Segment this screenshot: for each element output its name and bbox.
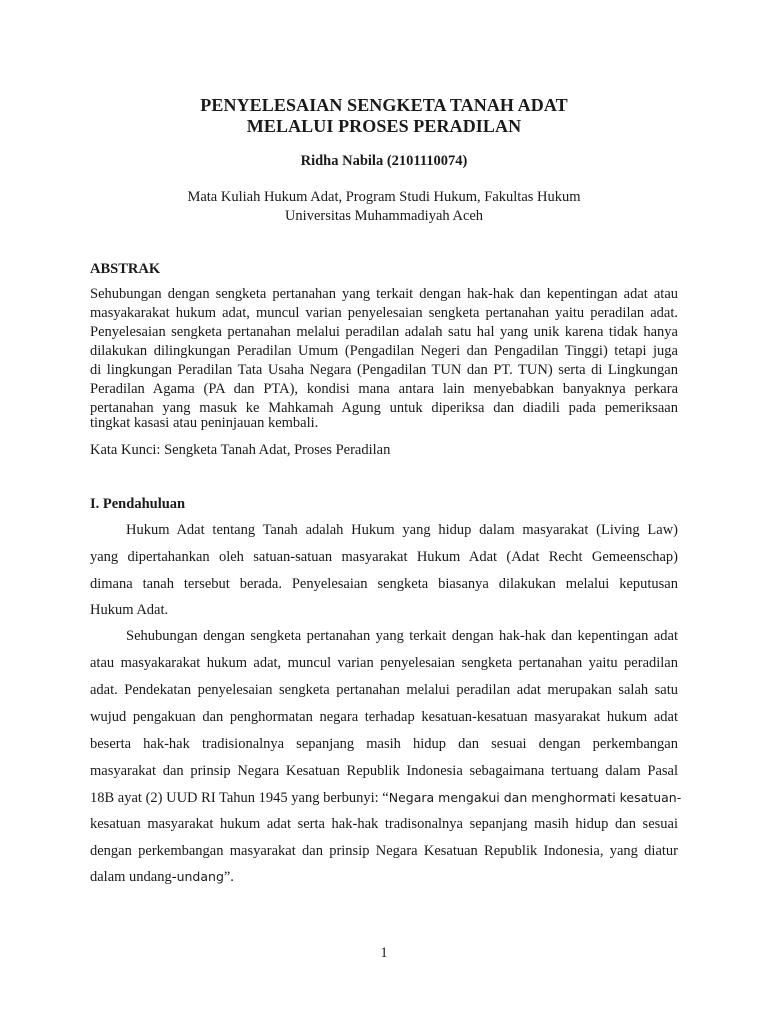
abstract-line: di lingkungan Peradilan Tata Usaha Negara (Pengadilan TUN dan PT. TUN) serta di Lingkungan: [90, 362, 678, 378]
paragraph-line: masyarakat dan prinsip Negara Kesatuan Republik Indonesia sebagaimana tertuang dalam Pasal: [90, 763, 678, 779]
paragraph-line-pasal: [90, 789, 681, 807]
paragraph-line: kesatuan masyarakat hukum adat serta hak-hak tradisonalnya sepanjang masih hidup dan sesuai: [90, 816, 678, 832]
abstract-line: dilakukan dilingkungan Peradilan Umum (Pengadilan Negeri dan Pengadilan Tinggi) tetapi juga: [90, 343, 678, 359]
paragraph-line: yang dipertahankan oleh satuan-satuan masyarakat Hukum Adat (Adat Recht Gemeenschap): [90, 549, 678, 565]
section-heading-pendahuluan: I. Pendahuluan: [90, 496, 186, 512]
paragraph-line: Hukum Adat.: [90, 602, 169, 618]
affiliation-line-1: Mata Kuliah Hukum Adat, Program Studi Hukum, Fakultas Hukum: [187, 189, 581, 205]
pasal-prefix: 18B ayat (2) UUD RI Tahun 1945 yang berbunyi: “: [90, 790, 389, 806]
author-name: Ridha Nabila (2101110074): [300, 153, 468, 169]
paper-title-line-1: PENYELESAIAN SENGKETA TANAH ADAT: [200, 95, 568, 115]
abstract-line: pertanahan yang masuk ke Mahkamah Agung untuk diperiksa dan diadili pada pemeriksaan: [90, 400, 678, 416]
last-line-end: ”.: [223, 869, 234, 885]
abstract-line: Sehubungan dengan sengketa pertanahan yang terkait dengan hak-hak dan kepentingan adat atau: [90, 286, 678, 302]
last-line-text: dalam undang-: [90, 869, 177, 885]
paragraph-line: Hukum Adat tentang Tanah adalah Hukum yang hidup dalam masyarakat (Living Law): [126, 522, 678, 538]
paragraph-line: dengan perkembangan masyarakat dan prinsip Negara Kesatuan Republik Indonesia, yang diatur: [90, 843, 678, 859]
affiliation-line-2: Universitas Muhammadiyah Aceh: [284, 208, 484, 224]
page-number: 1: [380, 945, 388, 961]
pasal-quote: Negara mengakui dan menghormati kesatuan-: [388, 790, 682, 805]
paragraph-line: beserta hak-hak tradisionalnya sepanjang masih hidup dan sesuai dengan perkembangan: [90, 736, 678, 752]
paragraph-line: dimana tanah tersebut berada. Penyelesaian sengketa biasanya dilakukan melalui keputusan: [90, 576, 678, 592]
paragraph-line-last: [90, 868, 234, 886]
paragraph-line: adat. Pendekatan penyelesaian sengketa pertanahan melalui peradilan adat merupakan salah satu: [90, 682, 678, 698]
last-line-alt: undang: [176, 869, 224, 884]
abstract-line-last: tingkat kasasi atau peninjauan kembali.: [90, 415, 319, 431]
paper-title-line-2: MELALUI PROSES PERADILAN: [246, 116, 522, 136]
paragraph-line: wujud pengakuan dan penghormatan negara terhadap kesatuan-kesatuan masyarakat hukum adat: [90, 709, 678, 725]
abstract-line: Penyelesaian sengketa pertanahan melalui peradilan adalah satu hal yang unik karena tidak hanya: [90, 324, 678, 340]
abstract-line: masyakarakat hukum adat, muncul varian penyelesaian sengketa pertanahan yaitu peradilan adat.: [90, 305, 678, 321]
paragraph-line: atau masyakarakat hukum adat, muncul varian penyelesaian sengketa pertanahan yaitu peradilan: [90, 655, 678, 671]
abstract-heading: ABSTRAK: [90, 261, 161, 277]
keywords: Kata Kunci: Sengketa Tanah Adat, Proses Peradilan: [90, 442, 391, 458]
paragraph-line: Sehubungan dengan sengketa pertanahan yang terkait dengan hak-hak dan kepentingan adat: [126, 628, 678, 644]
abstract-line: Peradilan Agama (PA dan PTA), kondisi mana antara lain menyebabkan banyaknya perkara: [90, 381, 678, 397]
